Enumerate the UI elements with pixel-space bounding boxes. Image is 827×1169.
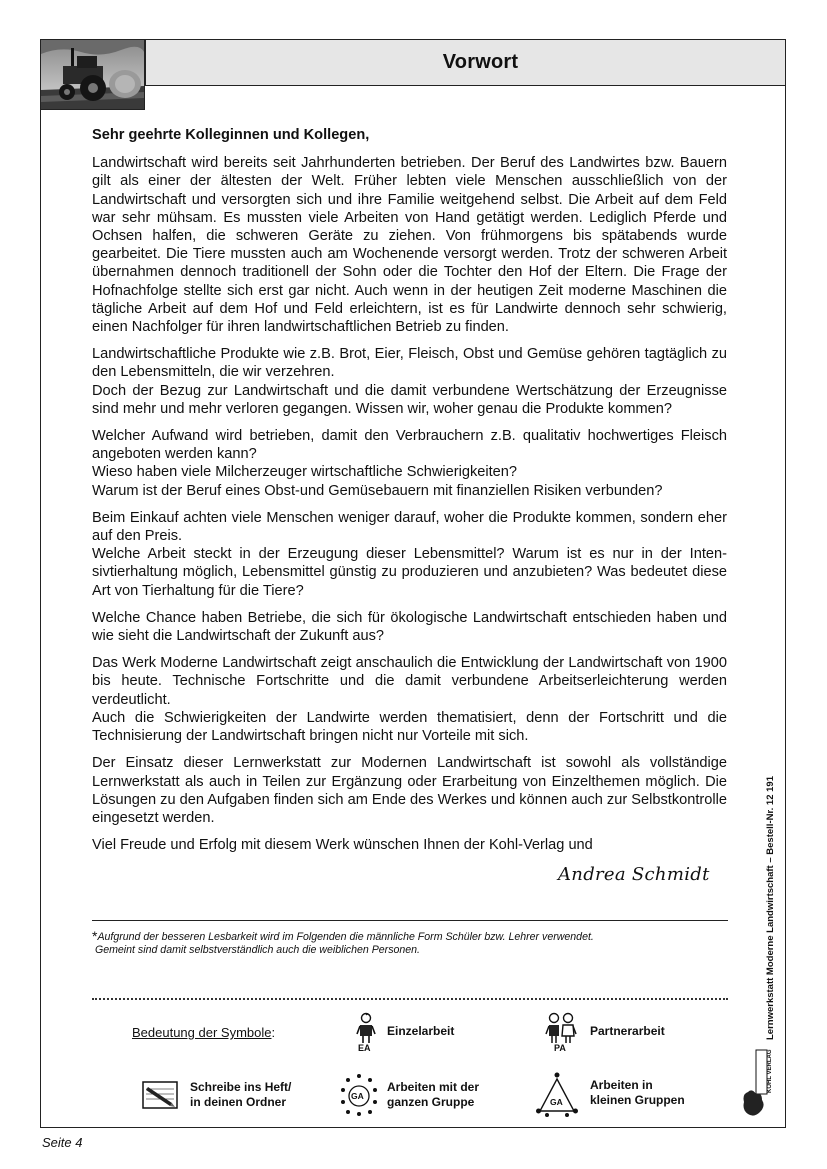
dotted-divider bbox=[92, 998, 728, 1000]
text-line: Das Werk Moderne Landwirtschaft zeigt anschaulich die Entwicklung der Landwirtschaft von 1900 bis heute. Technische Fortschritte und die damit verbundene Arbeitserleichterung werden verdeutlicht. bbox=[92, 655, 727, 708]
signature: Andrea Schmidt bbox=[558, 864, 710, 885]
pa-tag: PA bbox=[554, 1043, 566, 1053]
text-line: Wieso haben viele Milcherzeuger wirtschaftliche Schwierigkeiten? bbox=[92, 464, 518, 481]
ga-small-label bbox=[590, 1078, 685, 1108]
write-label-line-2: in deinen Ordner bbox=[190, 1095, 287, 1109]
order-info-vertical: Lernwerkstatt Moderne Landwirtschaft – Bestell-Nr. 12 191 bbox=[765, 776, 776, 1040]
footnote bbox=[92, 930, 732, 957]
ga-small-label-line-1: Arbeiten in bbox=[590, 1078, 653, 1092]
page-number: Seite 4 bbox=[42, 1135, 83, 1150]
footnote-line-2: Gemeint sind damit selbstverständlich auch die weiblichen Personen. bbox=[94, 944, 421, 956]
ea-label: Einzelarbeit bbox=[387, 1024, 455, 1038]
symbols-legend-title bbox=[132, 1025, 275, 1040]
paragraph-closing: Viel Freude und Erfolg mit diesem Werk wünschen Ihnen der Kohl-Verlag und bbox=[92, 837, 593, 854]
ga-small-tag: GA bbox=[550, 1097, 563, 1107]
ga-all-label-line-2: ganzen Gruppe bbox=[387, 1095, 475, 1109]
publisher-logo bbox=[740, 1048, 773, 1120]
body-text bbox=[92, 126, 727, 863]
paragraph-future: Welche Chance haben Betriebe, die sich für ökologische Landwirtschaft entschieden haben und wie sieht die Landwirtschaft der Zukunft aus? bbox=[92, 609, 727, 645]
footnote-star: * bbox=[92, 928, 98, 944]
title-bar bbox=[145, 40, 785, 86]
paragraph-history: Landwirtschaft wird bereits seit Jahrhunderten betrieben. Der Beruf des Landwirtes bzw. Bauern gilt als einer der ältesten der Welt. Früher lebten viele Menschen ausschließlich von der Landwirtschaft und versorgten sich und ihre Familie weitgehend selbst. Die Arbeit auf dem Feld war sehr mühsam. Es mussten viele Arbeiten von Hand getätigt werden. Lediglich Pferde und Ochsen halfen, die schweren Geräte zu ziehen. Von frühmorgens bis spätabends wurde gearbeitet. Die Tiere mussten auch am Wochenende versorgt werden. Trotz der schweren Arbeit übernahmen dennoch traditionell der Sohn oder die Tochter den Hof der Eltern. Die Frage der Hofnachfolge stellte sich erst gar nicht. Auch wenn in der heutigen Zeit moderne Maschinen die tägliche Arbeit auf dem Hof und Feld erleichtern, ist es für Landwirte dennoch sehr schwierig, einen Nachfolger für ihren landwirtschaftlichen Betrieb zu finden. bbox=[92, 155, 727, 336]
tractor-photo-icon bbox=[41, 40, 145, 110]
single-person-icon bbox=[354, 1012, 378, 1059]
text-line: Welche Arbeit steckt in der Erzeugung dieser Lebensmittel? Warum ist es nur in der Intensivtierhaltung möglich, Lebensmittel günstig zu produzieren und anzubieten? Was bedeutet diese Art von Tierhaltung für die Tiere? bbox=[92, 546, 727, 599]
logo-text: KOHL VERLAG bbox=[767, 1049, 773, 1093]
paragraph-questions bbox=[92, 427, 727, 500]
text-line: Beim Einkauf achten viele Menschen weniger darauf, woher die Produkte kommen, sondern eher auf den Preis. bbox=[92, 509, 727, 545]
text-line: Landwirtschaftliche Produkte wie z.B. Brot, Eier, Fleisch, Obst und Gemüse gehören tagtäglich zu den Lebensmitteln, die wir verzehren. bbox=[92, 346, 727, 381]
paragraph-usage: Der Einsatz dieser Lernwerkstatt zur Modernen Landwirtschaft ist sowohl als vollständige Lernwerkstatt als auch in Teilen zur Ergänzung oder Erarbeitung von Einzelthemen möglich. Die Lösungen zu den Aufgaben finden sich am Ende des Werkes und können auch zur Selbstkontrolle eingesetzt werden. bbox=[92, 755, 727, 826]
write-label bbox=[190, 1080, 291, 1110]
ga-all-label-line-1: Arbeiten mit der bbox=[387, 1080, 480, 1094]
notebook-pencil-icon bbox=[142, 1081, 178, 1114]
text-line: Auch die Schwierigkeiten der Landwirte werden thematisiert, denn der Fortschritt und die Technisierung der Landwirtschaft bringen nicht nur Vorteile mit sich. bbox=[92, 709, 727, 745]
ga-all-label bbox=[387, 1080, 479, 1110]
ea-tag: EA bbox=[358, 1043, 371, 1053]
ga-small-label-line-2: kleinen Gruppen bbox=[590, 1093, 685, 1107]
page-title: Vorwort bbox=[442, 51, 519, 73]
symbols-title-colon: : bbox=[271, 1025, 276, 1040]
footnote-line-1: Aufgrund der besseren Lesbarkeit wird im Folgenden die männliche Form Schüler bzw. Lehrer verwendet. bbox=[97, 931, 594, 943]
text-line: Doch der Bezug zur Landwirtschaft und die damit verbundene Wertschätzung der Erzeugnisse sind mehr und mehr verloren gegangen. Wissen wir, woher genau die Produkte kommen? bbox=[92, 382, 727, 417]
ga-all-tag: GA bbox=[351, 1091, 364, 1101]
pa-label: Partnerarbeit bbox=[590, 1024, 665, 1038]
text-line: Welcher Aufwand wird betrieben, damit den Verbrauchern z.B. qualitativ hochwertiges Fleisch angeboten werden kann? bbox=[92, 428, 727, 463]
text-line: Warum ist der Beruf eines Obst-und Gemüsebauern mit finanziellen Risiken verbunden? bbox=[92, 482, 663, 499]
greeting: Sehr geehrte Kolleginnen und Kollegen, bbox=[92, 127, 370, 143]
small-group-icon bbox=[536, 1071, 578, 1122]
paragraph-work bbox=[92, 654, 727, 745]
paragraph-shopping bbox=[92, 509, 727, 600]
paragraph-products bbox=[92, 345, 727, 418]
two-persons-icon bbox=[544, 1012, 578, 1059]
footnote-divider bbox=[92, 920, 728, 921]
write-label-line-1: Schreibe ins Heft/ bbox=[190, 1080, 292, 1094]
symbols-title-text: Bedeutung der Symbole bbox=[132, 1025, 272, 1040]
whole-group-icon bbox=[340, 1072, 378, 1121]
